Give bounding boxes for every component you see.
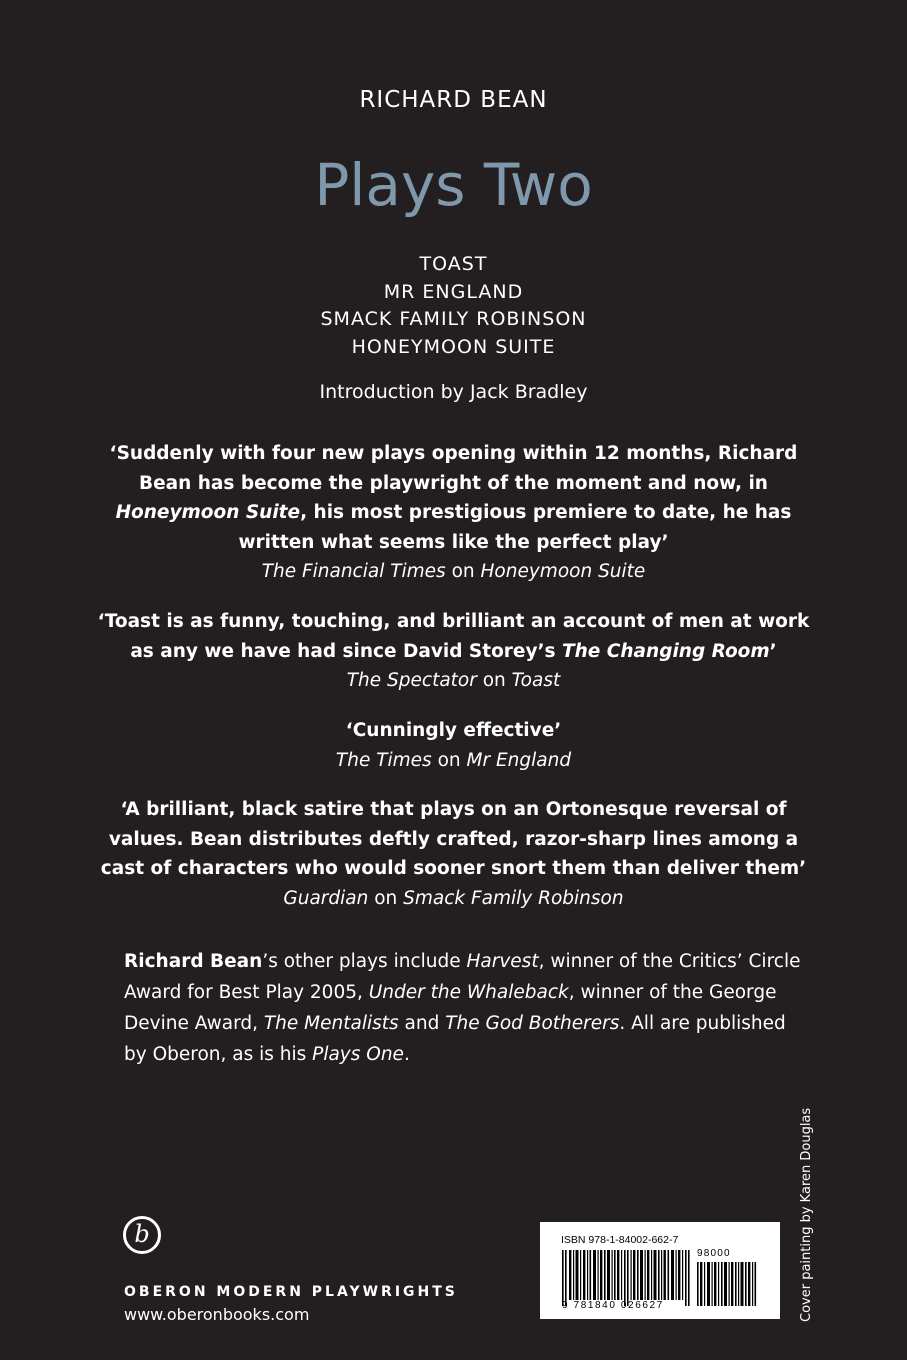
bio-play-title: Harvest — [466, 951, 539, 972]
review-quote — [0, 439, 907, 587]
bio-text: Devine Award, — [124, 1013, 264, 1034]
logo-letter: b — [134, 1220, 150, 1248]
bio-play-title: Plays One — [312, 1044, 404, 1065]
bio-line — [124, 1039, 784, 1070]
bio-text: by Oberon, as is his — [124, 1044, 313, 1065]
bio-text: , winner of the Critics’ Circle — [538, 951, 801, 972]
source-play: Honeymoon Suite — [480, 561, 646, 582]
bio-text: . — [403, 1044, 410, 1065]
quote-line: ‘Suddenly with four new plays opening within 12 months, Richard — [109, 443, 798, 464]
bio-line — [124, 1008, 784, 1039]
source-on: on — [445, 561, 481, 582]
source-play: Mr England — [466, 749, 572, 771]
quote-emphasis: Honeymoon Suite — [115, 502, 301, 523]
source-on: on — [431, 749, 467, 771]
author-name: RICHARD BEAN — [359, 87, 548, 113]
bio-play-title: The God Botherers — [445, 1013, 620, 1034]
introduction-credit: Introduction by Jack Bradley — [319, 381, 588, 403]
quote-line: written what seems like the perfect play’ — [238, 531, 669, 553]
quote-source — [0, 884, 907, 914]
quote-source — [0, 557, 907, 587]
review-quote — [0, 716, 907, 775]
review-quote — [0, 607, 907, 696]
cover-credit: Cover painting by Karen Douglas — [799, 1107, 814, 1322]
plays-list — [0, 251, 907, 361]
quote-line: ‘A brilliant, black satire that plays on an Ortonesque reversal of — [120, 799, 787, 820]
bio-play-title: The Mentalists — [263, 1013, 399, 1034]
bio-text: Award for Best Play 2005, — [124, 982, 369, 1003]
series-name: OBERON MODERN PLAYWRIGHTS — [124, 1284, 458, 1300]
quote-text: ’ — [769, 640, 777, 662]
quote-emphasis: The Changing Room — [562, 640, 770, 662]
barcode-digits: 9 781840 026627 — [562, 1300, 664, 1311]
source-play: Toast — [511, 670, 561, 691]
bio-text: ’s other plays include — [262, 951, 467, 972]
quote-line — [0, 637, 907, 667]
bio-line — [124, 977, 784, 1008]
quote-source — [0, 746, 907, 776]
book-title: Plays Two — [314, 151, 593, 219]
source-publication: The Financial Times — [261, 561, 446, 582]
quote-source — [0, 666, 907, 696]
quote-line: values. Bean distributes deftly crafted, razor-sharp lines among a — [108, 828, 799, 850]
bio-text: and — [398, 1013, 446, 1034]
source-publication: Guardian — [283, 887, 369, 909]
isbn-barcode — [540, 1222, 780, 1319]
play-title: HONEYMOON SUITE — [351, 335, 556, 358]
source-on: on — [368, 887, 404, 909]
bio-author-name: Richard Bean — [124, 951, 263, 972]
oberon-logo-icon — [123, 1216, 161, 1254]
publisher-website: www.oberonbooks.com — [124, 1305, 310, 1324]
source-on: on — [476, 670, 512, 691]
barcode-addon-digits: 98000 — [697, 1248, 731, 1259]
quote-line: ‘Toast is as funny, touching, and brilliant an account of men at work — [97, 611, 810, 632]
quote-line: Bean has become the playwright of the moment and now, in — [139, 472, 768, 494]
bio-text: , winner of the George — [568, 982, 777, 1003]
play-title: SMACK FAMILY ROBINSON — [320, 308, 587, 330]
isbn-number: ISBN 978-1-84002-662-7 — [561, 1234, 679, 1246]
source-publication: The Spectator — [346, 670, 477, 691]
play-title: TOAST — [419, 253, 488, 275]
bio-line — [124, 946, 801, 977]
quote-line: cast of characters who would sooner snort them than deliver them’ — [100, 858, 807, 879]
source-play: Smack Family Robinson — [403, 887, 624, 909]
review-quote — [0, 795, 907, 913]
quote-text: , his most prestigious premiere to date, he has — [300, 502, 792, 523]
bio-play-title: Under the Whaleback — [368, 982, 569, 1003]
quote-text: as any we have had since David Storey’s — [130, 640, 563, 662]
author-biography — [124, 946, 801, 1070]
quote-line: ‘Cunningly effective’ — [345, 720, 562, 741]
play-title: MR ENGLAND — [383, 280, 524, 303]
quote-line — [0, 498, 907, 528]
source-publication: The Times — [335, 749, 432, 771]
bio-text: . All are published — [619, 1013, 786, 1034]
